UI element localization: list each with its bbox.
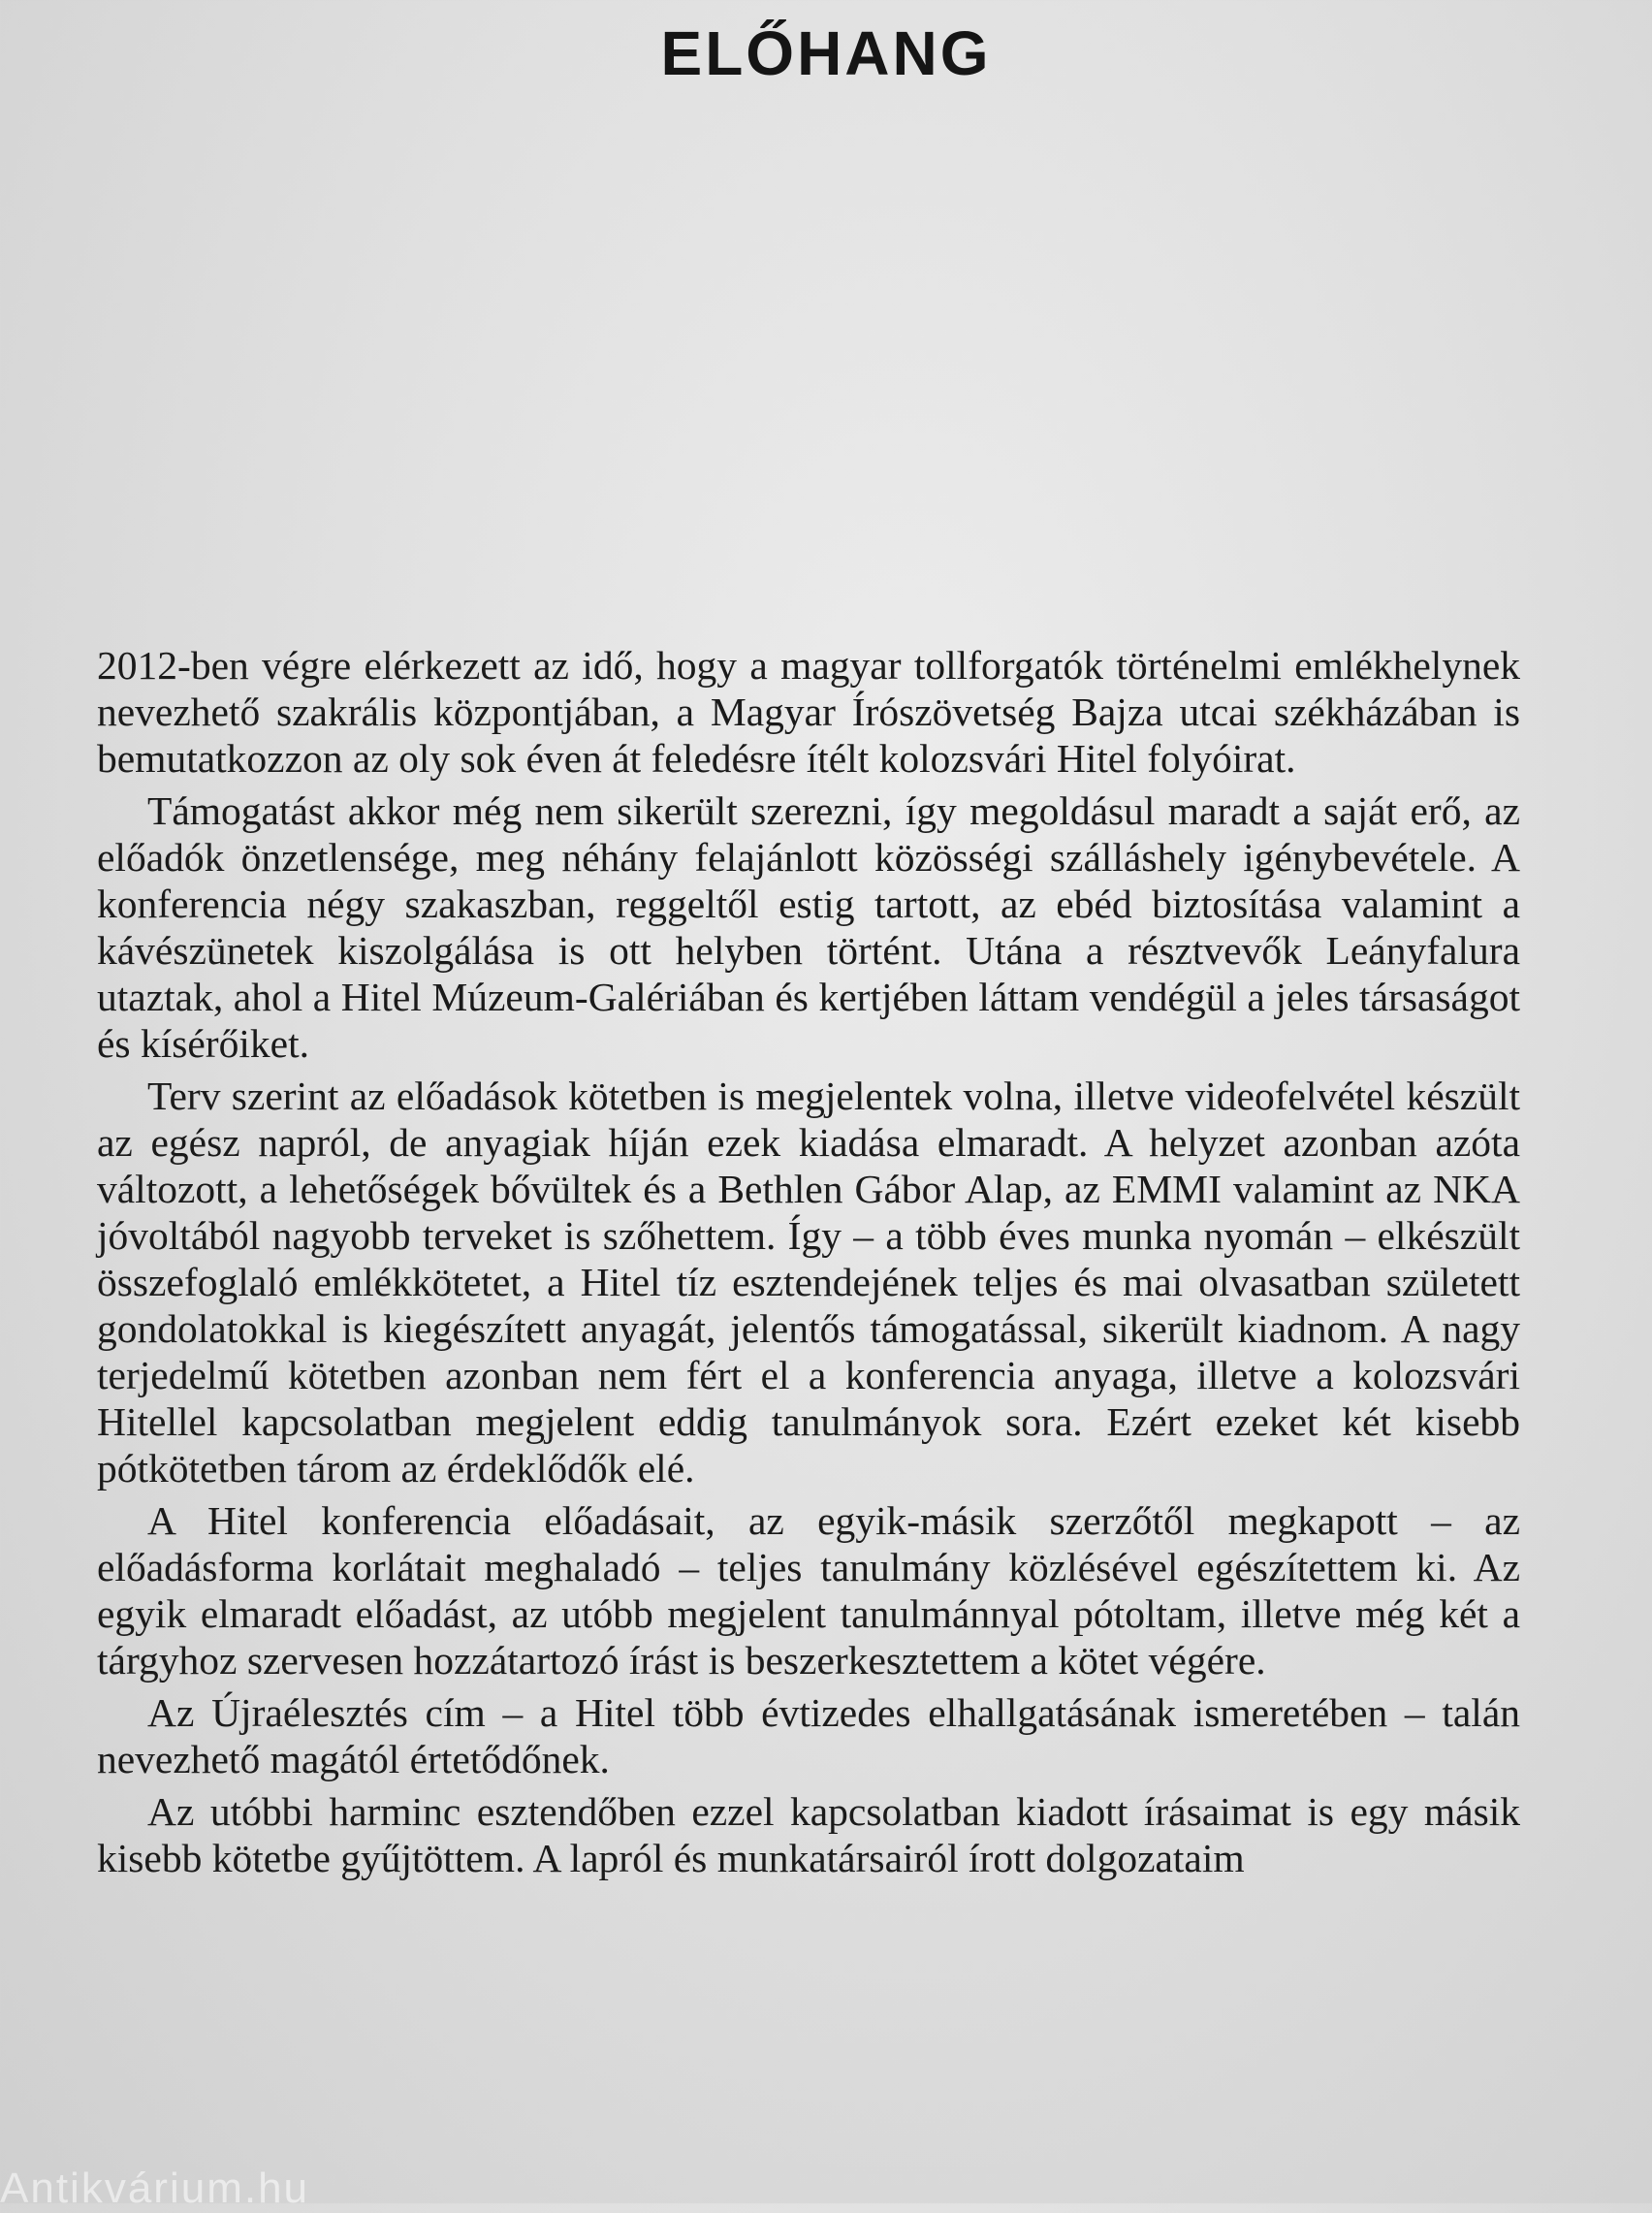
watermark: Antikvárium.hu	[0, 2165, 310, 2212]
paragraph-2: Támogatást akkor még nem sikerült szerezni, így megoldásul maradt a saját erő, az előadók önzetlensége, meg néhány felajánlott közösségi szálláshely igénybevétele. A konferencia négy szakaszban, reggeltől estig tartott, az ebéd biztosítása valamint a kávészünetek kiszolgálása is ott helyben történt. Utána a résztvevők Leányfalura utaztak, ahol a Hitel Múzeum-Galériában és kertjében láttam vendégül a jeles társaságot és kísérőiket.	[97, 788, 1520, 1066]
page-title: ELŐHANG	[660, 18, 992, 88]
paragraph-3: Terv szerint az előadások kötetben is megjelentek volna, illetve videofelvétel készült az egész napról, de anyagiak híján ezek kiadása elmaradt. A helyzet azonban azóta változott, a lehetőségek bővültek és a Bethlen Gábor Alap, az EMMI valamint az NKA jóvoltából nagyobb terveket is szőhettem. Így – a több éves munka nyomán – elkészült összefoglaló emlékkötetet, a Hitel tíz esztendejének teljes és mai olvasatban született gondolatokkal is kiegészített anyagát, jelentős támogatással, sikerült kiadnom. A nagy terjedelmű kötetben azonban nem fért el a konferencia anyaga, illetve a kolozsvári Hitellel kapcsolatban megjelent eddig tanulmányok sora. Ezért ezeket két kisebb pótkötetben tárom az érdeklődők elé.	[97, 1074, 1520, 1491]
body-text	[97, 642, 1520, 1887]
paragraph-5: Az Újraélesztés cím – a Hitel több évtizedes elhallgatásának ismeretében – talán nevezhető magától értetődőnek.	[97, 1690, 1520, 1781]
paragraph-1: 2012-ben végre elérkezett az idő, hogy a magyar tollforgatók történelmi emlékhelynek nevezhető szakrális központjában, a Magyar Írószövetség Bajza utcai székházában is bemutatkozzon az oly sok éven át feledésre ítélt kolozsvári Hitel folyóirat.	[97, 643, 1520, 781]
paragraph-4: A Hitel konferencia előadásait, az egyik-másik szerzőtől megkapott – az előadásforma korlátait meghaladó – teljes tanulmány közlésével egészítettem ki. Az egyik elmaradt előadást, az utóbb megjelent tanulmánnyal pótoltam, illetve még két a tárgyhoz szervesen hozzátartozó írást is beszerkesztettem a kötet végére.	[97, 1498, 1520, 1683]
paragraph-6: Az utóbbi harminc esztendőben ezzel kapcsolatban kiadott írásaimat is egy másik kisebb kötetbe gyűjtöttem. A lapról és munkatársairól írott dolgozataim	[97, 1789, 1520, 1880]
